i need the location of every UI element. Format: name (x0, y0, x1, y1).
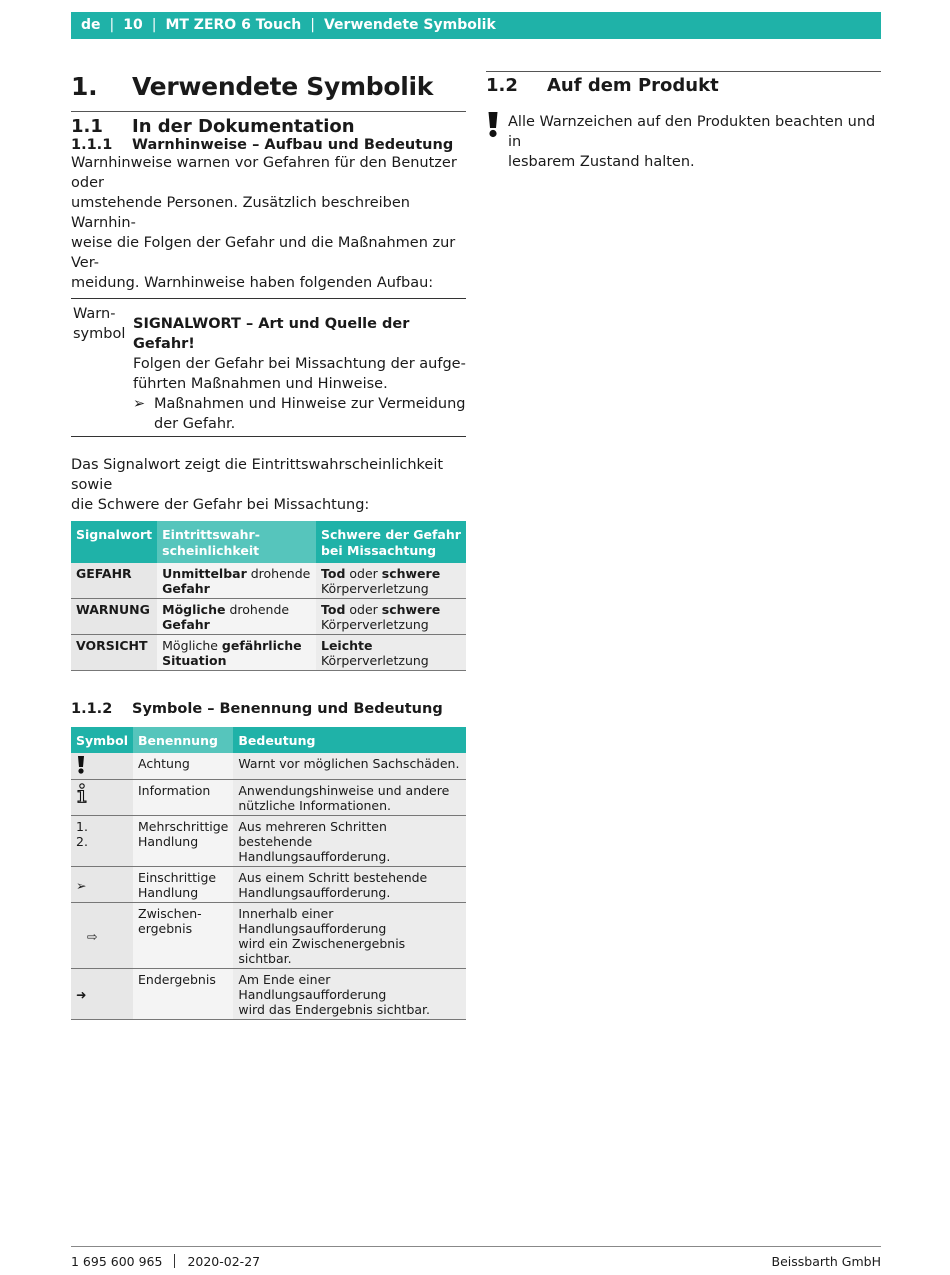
exclamation-icon (486, 112, 500, 138)
name-cell: Mehrschrittige Handlung (133, 816, 233, 867)
subsection-number: 1.1.1 (71, 137, 113, 153)
text-line: Warnhinweise warnen vor Gefahren für den Benutzer oder (71, 155, 457, 191)
signal-word-cell: GEFAHR (71, 563, 157, 599)
severity-cell: Tod oder schwere Körperverletzung (316, 599, 466, 635)
company-name: Beissbarth GmbH (771, 1254, 881, 1269)
doc-number: 1 695 600 965 (71, 1254, 163, 1269)
header-bar (71, 12, 881, 39)
section-divider (71, 111, 466, 112)
symbol-cell: 1. 2. (71, 816, 133, 867)
column-header: Schwere der Gefahr bei Missachtung (316, 521, 466, 563)
probability-cell: Unmittelbar drohende Gefahr (157, 563, 316, 599)
warning-intro-paragraph (71, 153, 466, 293)
table-row (71, 753, 466, 780)
table-row (71, 780, 466, 816)
severity-cell: Tod oder schwere Körperverletzung (316, 563, 466, 599)
text-line: meidung. Warnhinweise haben folgenden Aufbau: (71, 275, 434, 291)
warning-structure-box (71, 298, 466, 437)
section-title: Auf dem Produkt (547, 75, 719, 96)
symbol-table (71, 727, 466, 1020)
column-header: Eintrittswahr- scheinlichkeit (157, 521, 316, 563)
signal-intro-paragraph (71, 455, 466, 515)
symbol-cell (71, 969, 133, 1020)
warning-content (133, 304, 466, 434)
name-cell: Zwischen- ergebnis (133, 903, 233, 969)
symbol-cell (71, 903, 133, 969)
left-column (71, 66, 466, 1020)
info-icon (76, 783, 88, 803)
signal-word-cell: VORSICHT (71, 635, 157, 671)
name-cell: Information (133, 780, 233, 816)
table-row (71, 903, 466, 969)
section-number: 1.2 (486, 75, 518, 96)
text-line: lesbarem Zustand halten. (508, 154, 695, 170)
right-column (486, 71, 881, 172)
chapter-title: Verwendete Symbolik (132, 71, 434, 101)
consequence-line: Folgen der Gefahr bei Missachtung der aufge- (133, 356, 466, 372)
signal-word-cell: WARNUNG (71, 599, 157, 635)
symbol-cell (71, 753, 133, 780)
outline-arrow-icon: ⇨ (87, 928, 98, 944)
table-row (71, 969, 466, 1020)
footer-separator (174, 1254, 175, 1268)
subsection-title: Symbole – Benennung und Bedeutung (132, 701, 443, 717)
signal-word-table (71, 521, 466, 671)
probability-cell: Mögliche drohende Gefahr (157, 599, 316, 635)
section-title: In der Dokumentation (132, 116, 355, 137)
bold-arrow-icon: ➜ (76, 987, 87, 1002)
section-number: 1.1 (71, 116, 103, 137)
header-separator: | (109, 17, 115, 33)
meaning-cell: Aus einem Schritt bestehende Handlungsaufforderung. (233, 867, 466, 903)
step-text: der Gefahr. (154, 416, 236, 432)
warning-symbol-label (71, 304, 133, 434)
meaning-cell: Warnt vor möglichen Sachschäden. (233, 753, 466, 780)
probability-cell: Mögliche gefährliche Situation (157, 635, 316, 671)
arrowhead-icon: ➢ (133, 396, 146, 412)
symbol-cell (71, 867, 133, 903)
chapter-heading (71, 66, 466, 106)
text-line: Das Signalwort zeigt die Eintrittswahrscheinlichkeit sowie (71, 457, 444, 493)
column-header: Bedeutung (233, 727, 466, 753)
header-separator: | (151, 17, 157, 33)
text-line: umstehende Personen. Zusätzlich beschreiben Warnhin- (71, 195, 411, 231)
meaning-cell: Aus mehreren Schritten bestehende Handlungsaufforderung. (233, 816, 466, 867)
table-header-row (71, 521, 466, 563)
text-line: Alle Warnzeichen auf den Produkten beachten und in (508, 114, 876, 150)
header-separator: | (310, 17, 315, 33)
chapter-number: 1. (71, 71, 98, 101)
name-cell: Achtung (133, 753, 233, 780)
header-product: MT ZERO 6 Touch (165, 17, 302, 33)
text-line: Warn- (73, 306, 116, 322)
header-lang: de (81, 17, 101, 33)
exclamation-icon (76, 756, 86, 774)
column-header: Benennung (133, 727, 233, 753)
text-line: symbol (73, 326, 126, 342)
doc-date: 2020-02-27 (187, 1254, 261, 1269)
meaning-cell: Innerhalb einer Handlungsaufforderung wird ein Zwischenergebnis sichtbar. (233, 903, 466, 969)
product-warning-note (486, 112, 881, 172)
symbol-cell (71, 780, 133, 816)
section-heading-1-1 (71, 116, 466, 137)
section-heading-1-2 (486, 75, 881, 96)
signal-word-line: SIGNALWORT – Art und Quelle der Gefahr! (133, 316, 410, 352)
subsection-heading-1-1-1 (71, 137, 466, 153)
meaning-cell: Anwendungshinweise und andere nützliche Informationen. (233, 780, 466, 816)
severity-cell: Leichte Körperverletzung (316, 635, 466, 671)
table-row (71, 867, 466, 903)
name-cell: Einschrittige Handlung (133, 867, 233, 903)
subsection-number: 1.1.2 (71, 701, 113, 717)
step-text: Maßnahmen und Hinweise zur Vermeidung (154, 396, 466, 412)
text-line: die Schwere der Gefahr bei Missachtung: (71, 497, 370, 513)
table-row (71, 599, 466, 635)
footer (71, 1254, 881, 1269)
section-divider (486, 71, 881, 72)
meaning-cell: Am Ende einer Handlungsaufforderung wird das Endergebnis sichtbar. (233, 969, 466, 1020)
text-line: weise die Folgen der Gefahr und die Maßnahmen zur Ver- (71, 235, 456, 271)
warning-step (133, 394, 466, 434)
table-header-row (71, 727, 466, 753)
table-row (71, 563, 466, 599)
consequence-line: führten Maßnahmen und Hinweise. (133, 376, 388, 392)
column-header: Symbol (71, 727, 133, 753)
table-row (71, 816, 466, 867)
footer-divider (71, 1246, 881, 1247)
arrowhead-icon: ➢ (76, 877, 87, 893)
subsection-title: Warnhinweise – Aufbau und Bedeutung (132, 137, 454, 153)
header-section: Verwendete Symbolik (323, 17, 496, 33)
table-row (71, 635, 466, 671)
header-page: 10 (123, 17, 143, 33)
name-cell: Endergebnis (133, 969, 233, 1020)
column-header: Signalwort (71, 521, 157, 563)
subsection-heading-1-1-2 (71, 701, 466, 717)
